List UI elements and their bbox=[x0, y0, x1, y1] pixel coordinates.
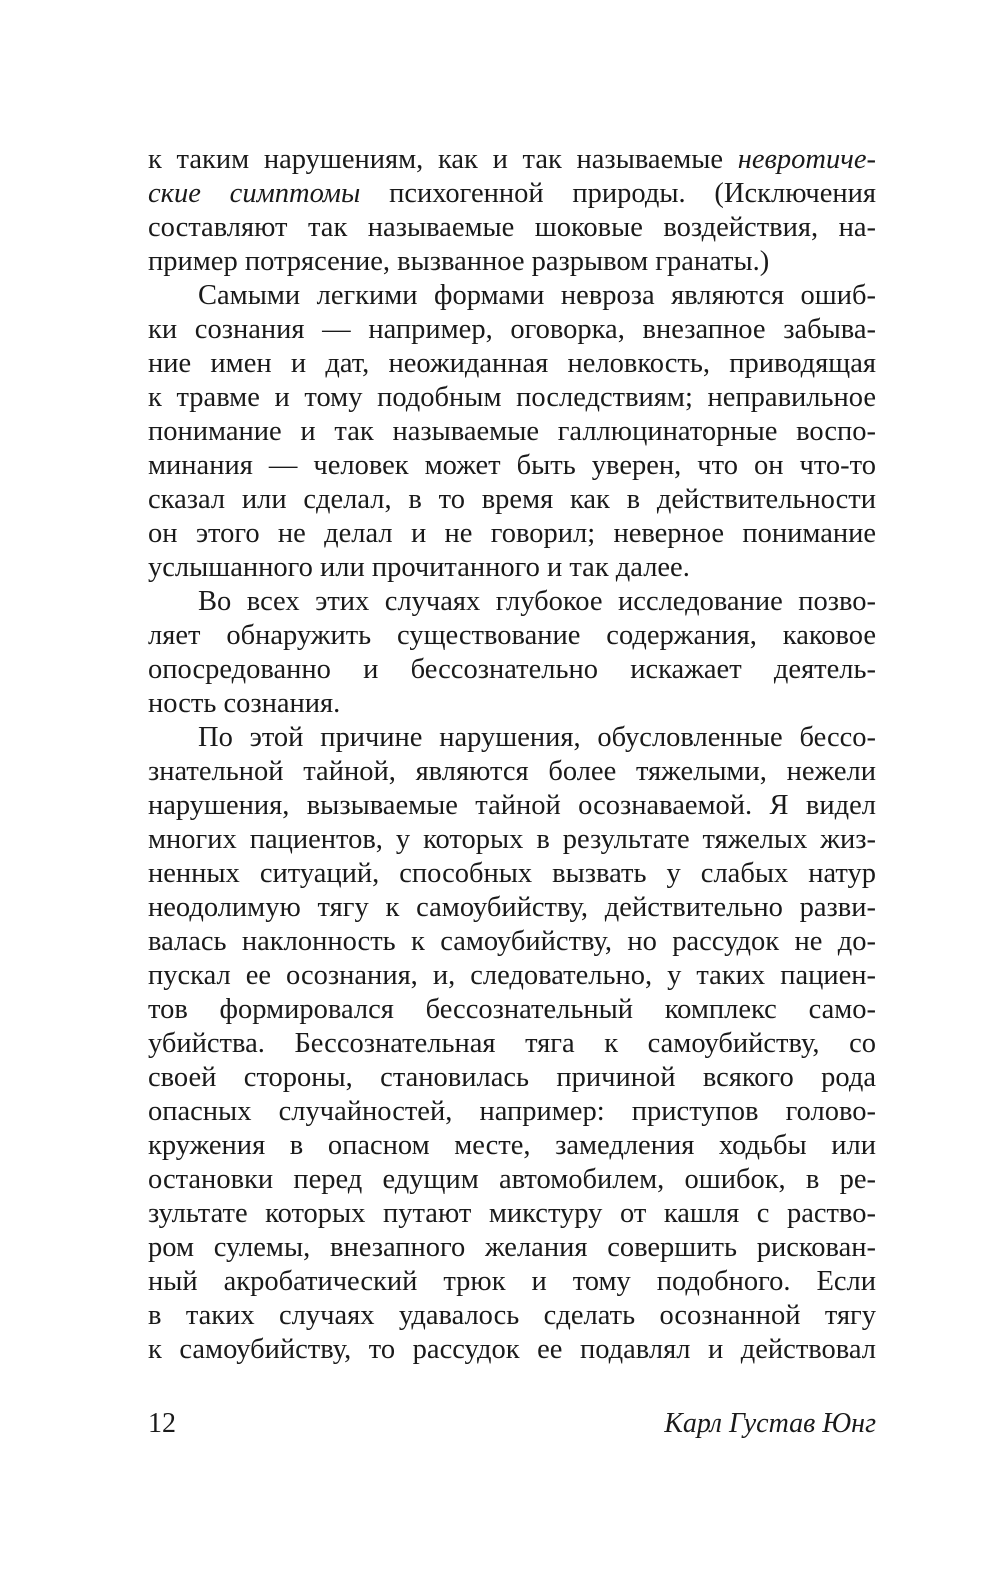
text-line bbox=[148, 857, 876, 891]
text-line bbox=[148, 381, 876, 415]
text-run: Во всех этих случаях глубокое исследование позво- bbox=[198, 586, 876, 617]
text-line bbox=[148, 1129, 876, 1163]
text-run: зультате которых путают микстуру от кашля с раство- bbox=[148, 1198, 876, 1229]
text-line bbox=[148, 1333, 876, 1367]
text-line bbox=[148, 1197, 876, 1231]
text-line bbox=[148, 551, 876, 585]
text-line bbox=[148, 279, 876, 313]
text-run: к травме и тому подобным последствиям; неправильное bbox=[148, 382, 876, 413]
text-run: ние имен и дат, неожиданная неловкость, приводящая bbox=[148, 348, 876, 379]
text-line bbox=[148, 823, 876, 857]
text-line bbox=[148, 245, 876, 279]
text-run: в таких случаях удавалось сделать осознанной тягу bbox=[148, 1300, 876, 1331]
text-line bbox=[148, 687, 876, 721]
text-line bbox=[148, 313, 876, 347]
text-run: ность сознания. bbox=[148, 688, 341, 719]
text-line bbox=[148, 585, 876, 619]
text-run: кружения в опасном месте, замедления ходьбы или bbox=[148, 1130, 876, 1161]
text-line bbox=[148, 1231, 876, 1265]
text-line bbox=[148, 925, 876, 959]
text-line bbox=[148, 1061, 876, 1095]
text-line bbox=[148, 1027, 876, 1061]
text-line bbox=[148, 721, 876, 755]
text-line bbox=[148, 1299, 876, 1333]
text-run: ки сознания — например, оговорка, внезапное забыва- bbox=[148, 314, 876, 345]
text-line bbox=[148, 177, 876, 211]
text-run: минания — человек может быть уверен, что он что-то bbox=[148, 450, 876, 481]
text-run: опасных случайностей, например: приступов голово- bbox=[148, 1096, 876, 1127]
text-run: неодолимую тягу к самоубийству, действительно разви- bbox=[148, 892, 876, 923]
text-line bbox=[148, 619, 876, 653]
text-run: ный акробатический трюк и тому подобного. Если bbox=[148, 1266, 876, 1297]
italic-term: ские симптомы bbox=[148, 178, 361, 209]
text-line bbox=[148, 449, 876, 483]
text-line bbox=[148, 993, 876, 1027]
text-run: ляет обнаружить существование содержания, каковое bbox=[148, 620, 876, 651]
body-text bbox=[148, 143, 876, 1367]
text-line bbox=[148, 483, 876, 517]
text-line bbox=[148, 347, 876, 381]
text-run: услышанного или прочитанного и так далее. bbox=[148, 552, 690, 583]
text-run: многих пациентов, у которых в результате тяжелых жиз- bbox=[148, 824, 876, 855]
text-line bbox=[148, 959, 876, 993]
text-run: к таким нарушениям, как и так называемые bbox=[148, 144, 738, 175]
text-line bbox=[148, 143, 876, 177]
text-run: знательной тайной, являются более тяжелыми, нежели bbox=[148, 756, 876, 787]
text-line bbox=[148, 653, 876, 687]
text-run: сказал или сделал, в то время как в действительности bbox=[148, 484, 876, 515]
text-run: понимание и так называемые галлюцинаторные воспо- bbox=[148, 416, 876, 447]
text-run: Самыми легкими формами невроза являются ошиб- bbox=[198, 280, 876, 311]
text-run: По этой причине нарушения, обусловленные бессо- bbox=[198, 722, 876, 753]
text-run: своей стороны, становилась причиной всякого рода bbox=[148, 1062, 876, 1093]
page-footer bbox=[148, 1404, 876, 1444]
text-run: убийства. Бессознательная тяга к самоубийству, со bbox=[148, 1028, 876, 1059]
text-run: остановки перед едущим автомобилем, ошибок, в ре- bbox=[148, 1164, 876, 1195]
text-run: ненных ситуаций, способных вызвать у слабых натур bbox=[148, 858, 876, 889]
text-run: составляют так называемые шоковые воздействия, на- bbox=[148, 212, 876, 243]
italic-term: невротиче- bbox=[737, 144, 876, 175]
text-line bbox=[148, 789, 876, 823]
text-line bbox=[148, 415, 876, 449]
text-line bbox=[148, 1095, 876, 1129]
text-run: тов формировался бессознательный комплекс само- bbox=[148, 994, 876, 1025]
text-line bbox=[148, 517, 876, 551]
text-run: он этого не делал и не говорил; неверное понимание bbox=[148, 518, 876, 549]
text-line bbox=[148, 755, 876, 789]
text-line bbox=[148, 1163, 876, 1197]
text-run: пускал ее осознания, и, следовательно, у таких пациен- bbox=[148, 960, 876, 991]
text-line bbox=[148, 211, 876, 245]
text-run: к самоубийству, то рассудок ее подавлял и действовал bbox=[148, 1334, 876, 1365]
text-run: опосредованно и бессознательно искажает деятель- bbox=[148, 654, 876, 685]
text-line bbox=[148, 1265, 876, 1299]
text-line bbox=[148, 891, 876, 925]
text-run: нарушения, вызываемые тайной осознаваемой. Я видел bbox=[148, 790, 876, 821]
text-run: валась наклонность к самоубийству, но рассудок не до- bbox=[148, 926, 876, 957]
text-run: пример потрясение, вызванное разрывом гранаты.) bbox=[148, 246, 770, 277]
running-author: Карл Густав Юнг bbox=[664, 1408, 876, 1439]
text-run: психогенной природы. (Исключения bbox=[360, 178, 876, 209]
page-number: 12 bbox=[148, 1408, 176, 1439]
text-run: ром сулемы, внезапного желания совершить рискован- bbox=[148, 1232, 876, 1263]
